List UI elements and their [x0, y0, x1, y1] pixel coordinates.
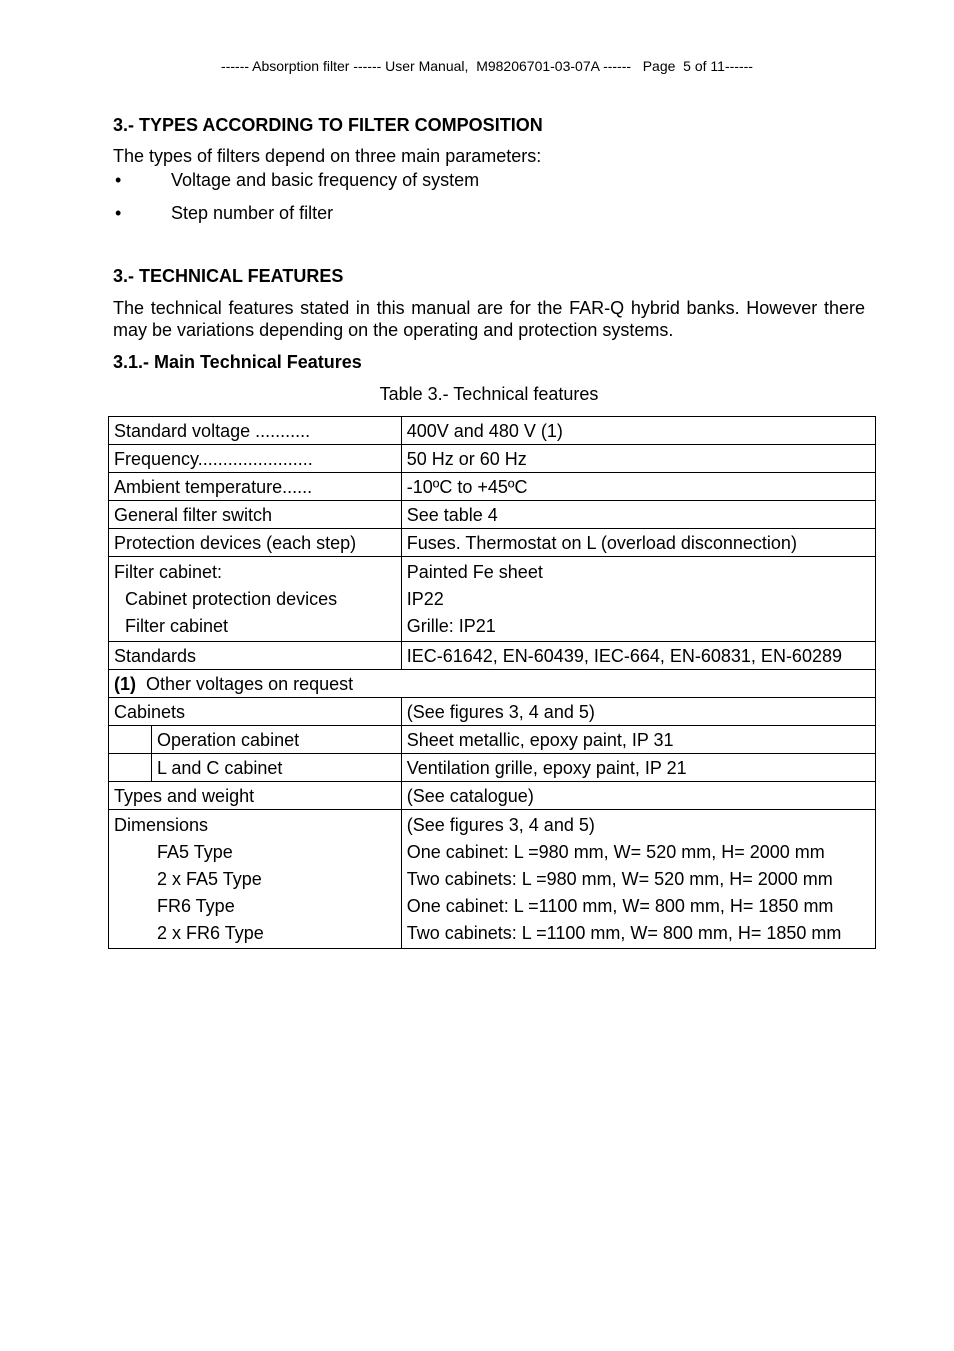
subsection-title: 3.1.- Main Technical Features [113, 352, 362, 372]
bullet-text: Voltage and basic frequency of system [171, 170, 480, 190]
table-cell-value: (See catalogue) [401, 782, 875, 810]
cell-line: One cabinet: L =1100 mm, W= 800 mm, H= 1850 mm [406, 896, 834, 916]
table-row [109, 726, 876, 754]
table-cell-label: Standards [109, 642, 402, 670]
table-row [109, 782, 876, 810]
table-cell-label: Ambient temperature...... [109, 473, 402, 501]
table-cell-label: Cabinets [109, 698, 402, 726]
table-cell-label: Protection devices (each step) [109, 529, 402, 557]
cell-line: Two cabinets: L =1100 mm, W= 800 mm, H= 1850 mm [406, 923, 842, 943]
table-row [109, 501, 876, 529]
technical-body: The technical features stated in this manual are for the FAR-Q hybrid banks. However there may be variations depending on the operating and protection systems. [113, 298, 865, 340]
table-cell-value: IEC-61642, EN-60439, IEC-664, EN-60831, EN-60289 [401, 642, 875, 670]
table-row [109, 810, 876, 949]
table-row [109, 529, 876, 557]
table-caption: Table 3.- Technical features [379, 384, 599, 404]
table-cell-blank [109, 754, 152, 782]
cell-line: Cabinet protection devices [125, 589, 338, 609]
table-cell-value: 50 Hz or 60 Hz [401, 445, 875, 473]
cell-line: Filter cabinet [125, 616, 229, 636]
table-cell-value: -10ºC to +45ºC [401, 473, 875, 501]
table-cell-label: General filter switch [109, 501, 402, 529]
bullet-item [113, 202, 865, 224]
table-cell-label: Types and weight [109, 782, 402, 810]
types-bullet-list [113, 169, 865, 224]
cell-line: Grille: IP21 [406, 616, 496, 636]
table-cell-value: (See figures 3, 4 and 5) [401, 698, 875, 726]
page-header: ------ Absorption filter ------ User Manual, M98206701-03-07A ------ Page 5 of 11------ [221, 58, 753, 74]
table-cell-label: Operation cabinet [152, 726, 402, 754]
table-cell-label: Frequency....................... [109, 445, 402, 473]
cell-line: Painted Fe sheet [406, 562, 543, 582]
table-row [109, 642, 876, 670]
note-marker: (1) [114, 674, 136, 694]
section-title-types: 3.- TYPES ACCORDING TO FILTER COMPOSITION [113, 115, 543, 135]
table-cell-blank [109, 726, 152, 754]
cell-line: 2 x FR6 Type [157, 923, 264, 943]
bullet-dot-icon: • [115, 170, 122, 190]
bullet-text: Step number of filter [171, 203, 334, 223]
table-row [109, 417, 876, 445]
table-cell-value: Sheet metallic, epoxy paint, IP 31 [401, 726, 875, 754]
cell-line: Dimensions [114, 815, 209, 835]
cell-line: FA5 Type [157, 842, 233, 862]
table-cell-value [401, 557, 875, 642]
table-row [109, 445, 876, 473]
table-cell-value: Fuses. Thermostat on L (overload disconnection) [401, 529, 875, 557]
cell-line: Filter cabinet: [114, 562, 223, 582]
table-cell-label: Standard voltage ........... [109, 417, 402, 445]
cell-line: 2 x FA5 Type [157, 869, 262, 889]
cell-line: FR6 Type [157, 896, 235, 916]
cell-line: IP22 [406, 589, 444, 609]
table-cell-value: Ventilation grille, epoxy paint, IP 21 [401, 754, 875, 782]
bullet-item [113, 169, 865, 191]
table-cell-label [109, 810, 402, 949]
cell-line: Two cabinets: L =980 mm, W= 520 mm, H= 2000 mm [406, 869, 833, 889]
page-content [113, 114, 865, 405]
note-text: Other voltages on request [146, 674, 354, 694]
table-cell-value: 400V and 480 V (1) [401, 417, 875, 445]
table-row [109, 557, 876, 642]
table-row [109, 698, 876, 726]
table-cell-value [401, 810, 875, 949]
table-note [109, 670, 876, 698]
table-cell-value: See table 4 [401, 501, 875, 529]
table-cell-label: L and C cabinet [152, 754, 402, 782]
cell-line: One cabinet: L =980 mm, W= 520 mm, H= 2000 mm [406, 842, 825, 862]
cell-line: (See figures 3, 4 and 5) [406, 815, 595, 835]
section-title-technical: 3.- TECHNICAL FEATURES [113, 266, 344, 286]
bullet-dot-icon: • [115, 203, 122, 223]
table-row [109, 473, 876, 501]
table-row [109, 754, 876, 782]
table-row [109, 670, 876, 698]
technical-features-table [108, 416, 876, 949]
table-cell-label [109, 557, 402, 642]
types-intro: The types of filters depend on three main parameters: [113, 146, 542, 166]
